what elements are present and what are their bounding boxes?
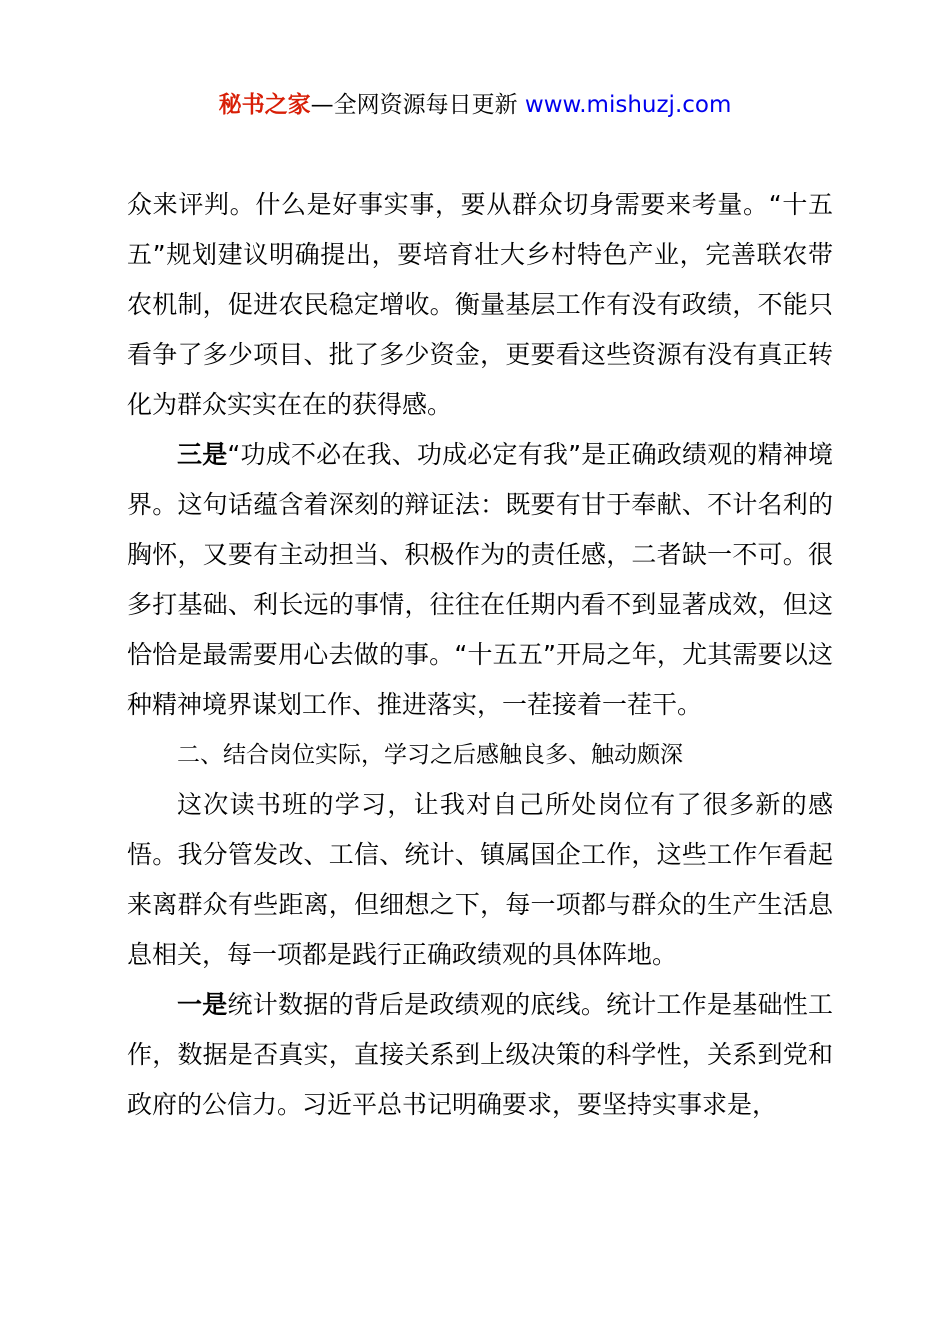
section-heading-text: 二、结合岗位实际，学习之后感触良多、触动颇深 (177, 742, 683, 768)
section-heading (127, 730, 833, 780)
paragraph-continuation (127, 180, 833, 430)
page-header (0, 88, 950, 122)
paragraph-point-one (127, 980, 833, 1130)
paragraph-point-three (127, 430, 833, 730)
header-url-link[interactable]: www.mishuzj.com (524, 92, 732, 118)
paragraph-text: 统计数据的背后是政绩观的底线。统计工作是基础性工作，数据是否真实，直接关系到上级决策的科学性，关系到党和政府的公信力。习近平总书记明确要求，要坚持实事求是， (127, 990, 833, 1119)
paragraph-lead: 一是 (177, 990, 228, 1019)
header-tagline: —全网资源每日更新 (310, 92, 525, 118)
paragraph-lead: 三是 (177, 440, 228, 469)
paragraph-text: 众来评判。什么是好事实事，要从群众切身需要来考量。“十五五”规划建议明确提出，要培育壮大乡村特色产业，完善联农带农机制，促进农民稳定增收。衡量基层工作有没有政绩，不能只看争了多少项目、批了多少资金，更要看这些资源有没有真正转化为群众实实在在的获得感。 (127, 190, 833, 419)
paragraph-text: “功成不必在我、功成必定有我”是正确政绩观的精神境界。这句话蕴含着深刻的辩证法：既要有甘于奉献、不计名利的胸怀，又要有主动担当、积极作为的责任感，二者缺一不可。很多打基础、利长远的事情，往往在任期内看不到显著成效，但这恰恰是最需要用心去做的事。“十五五”开局之年，尤其需要以这种精神境界谋划工作、推进落实，一茬接着一茬干。 (127, 440, 833, 719)
document-body (127, 180, 833, 1130)
paragraph-reflection (127, 780, 833, 980)
paragraph-text: 这次读书班的学习，让我对自己所处岗位有了很多新的感悟。我分管发改、工信、统计、镇属国企工作，这些工作乍看起来离群众有些距离，但细想之下，每一项都与群众的生产生活息息相关，每一项都是践行正确政绩观的具体阵地。 (127, 790, 833, 969)
brand-name: 秘书之家 (218, 92, 311, 118)
